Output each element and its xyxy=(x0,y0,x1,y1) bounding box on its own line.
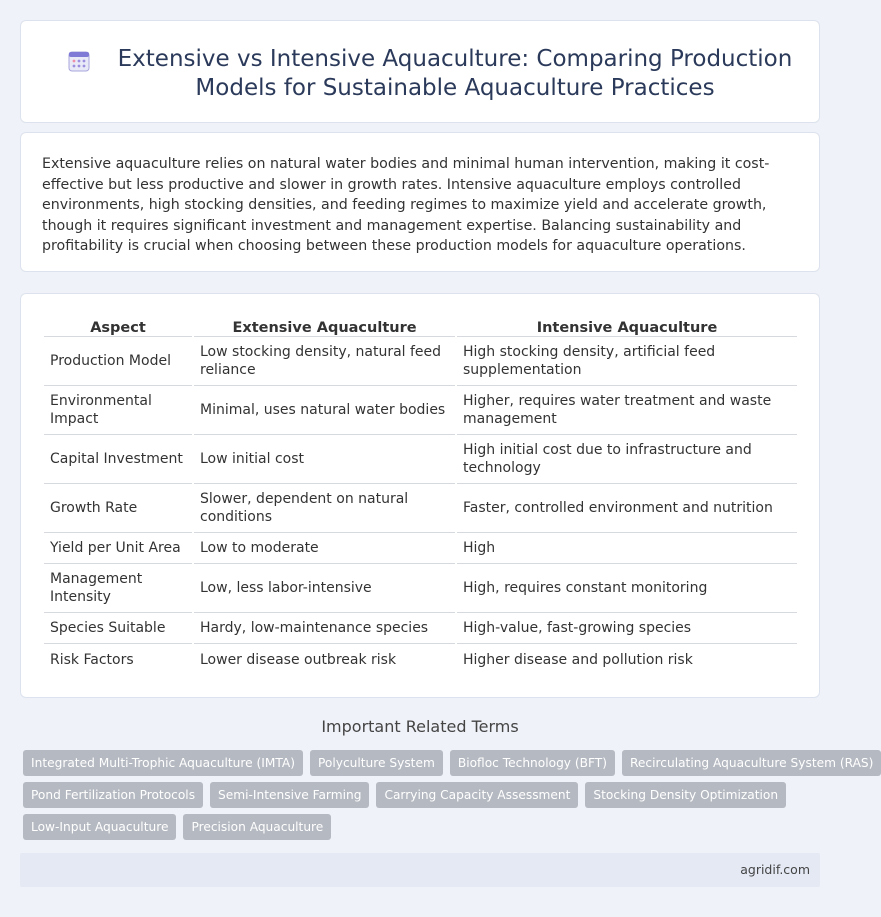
term-chip[interactable]: Precision Aquaculture xyxy=(183,814,331,840)
table-row xyxy=(44,484,797,533)
term-chip[interactable]: Carrying Capacity Assessment xyxy=(376,782,578,808)
cell-aspect: Risk Factors xyxy=(50,651,134,668)
cell-aspect: Growth Rate xyxy=(44,484,192,533)
title-card xyxy=(20,20,820,123)
cell-intensive: High-value, fast-growing species xyxy=(457,613,797,644)
cell-intensive: High xyxy=(457,533,797,564)
cell-aspect: Management Intensity xyxy=(44,564,192,613)
related-terms xyxy=(23,750,874,846)
intro-card xyxy=(20,132,820,272)
comparison-table xyxy=(42,316,799,675)
cell-intensive: Faster, controlled environment and nutrition xyxy=(457,484,797,533)
cell-extensive: Low initial cost xyxy=(194,435,455,484)
header-aspect: Aspect xyxy=(44,316,192,337)
table-header-row xyxy=(44,316,797,337)
cell-extensive: Low, less labor-intensive xyxy=(194,564,455,613)
cell-aspect: Species Suitable xyxy=(44,613,192,644)
term-chip[interactable]: Semi-Intensive Farming xyxy=(210,782,369,808)
footer-site-link[interactable]: agridif.com xyxy=(740,862,810,877)
table-row xyxy=(44,435,797,484)
comparison-card xyxy=(20,293,820,698)
chip-row xyxy=(23,782,813,808)
cell-intensive: Higher, requires water treatment and waste management xyxy=(457,386,797,435)
cell-aspect: Yield per Unit Area xyxy=(44,533,192,564)
term-chip[interactable]: Stocking Density Optimization xyxy=(585,782,786,808)
cell-aspect: Production Model xyxy=(44,337,192,386)
cell-extensive: Low to moderate xyxy=(194,533,455,564)
cell-extensive: Low stocking density, natural feed reliance xyxy=(194,337,455,386)
table-row xyxy=(44,564,797,613)
term-chip[interactable]: Recirculating Aquaculture System (RAS) xyxy=(622,750,881,776)
table-row xyxy=(44,613,797,644)
term-chip[interactable]: Polyculture System xyxy=(310,750,443,776)
cell-intensive: High initial cost due to infrastructure and technology xyxy=(457,435,797,484)
cell-intensive: High, requires constant monitoring xyxy=(457,564,797,613)
table-row xyxy=(44,337,797,386)
cell-intensive: High stocking density, artificial feed supplementation xyxy=(457,337,797,386)
cell-aspect: Environmental Impact xyxy=(44,386,192,435)
chip-row xyxy=(23,750,874,776)
table-row xyxy=(44,644,797,675)
related-terms-title: Important Related Terms xyxy=(321,717,519,736)
header-intensive: Intensive Aquaculture xyxy=(457,316,797,337)
cell-extensive: Minimal, uses natural water bodies xyxy=(194,386,455,435)
term-chip[interactable]: Low-Input Aquaculture xyxy=(23,814,176,840)
cell-extensive: Slower, dependent on natural conditions xyxy=(194,484,455,533)
header-extensive: Extensive Aquaculture xyxy=(194,316,455,337)
term-chip[interactable]: Pond Fertilization Protocols xyxy=(23,782,203,808)
cell-aspect: Capital Investment xyxy=(44,435,192,484)
table-row xyxy=(44,533,797,564)
footer xyxy=(20,853,820,887)
term-chip[interactable]: Biofloc Technology (BFT) xyxy=(450,750,615,776)
table-row xyxy=(44,386,797,435)
cell-extensive: Hardy, low-maintenance species xyxy=(194,613,455,644)
intro-paragraph: Extensive aquaculture relies on natural water bodies and minimal human intervention, making it cost-effective but less productive and slower in growth rates. Intensive aquaculture employs controlled environments, high stocking densities, and feeding regimes to maximize yield and accelerate growth, though it requires significant investment and management expertise. Balancing sustainability and profitability is crucial when choosing between these production models for aquaculture operations. xyxy=(42,156,770,254)
page-title: Extensive vs Intensive Aquaculture: Comparing Production Models for Sustainable Aquaculture Practices xyxy=(117,46,793,101)
cell-intensive: Higher disease and pollution risk xyxy=(463,651,693,668)
term-chip[interactable]: Integrated Multi-Trophic Aquaculture (IMTA) xyxy=(23,750,303,776)
calendar-icon xyxy=(67,49,91,73)
chip-row xyxy=(23,814,813,840)
cell-extensive: Lower disease outbreak risk xyxy=(200,651,397,668)
